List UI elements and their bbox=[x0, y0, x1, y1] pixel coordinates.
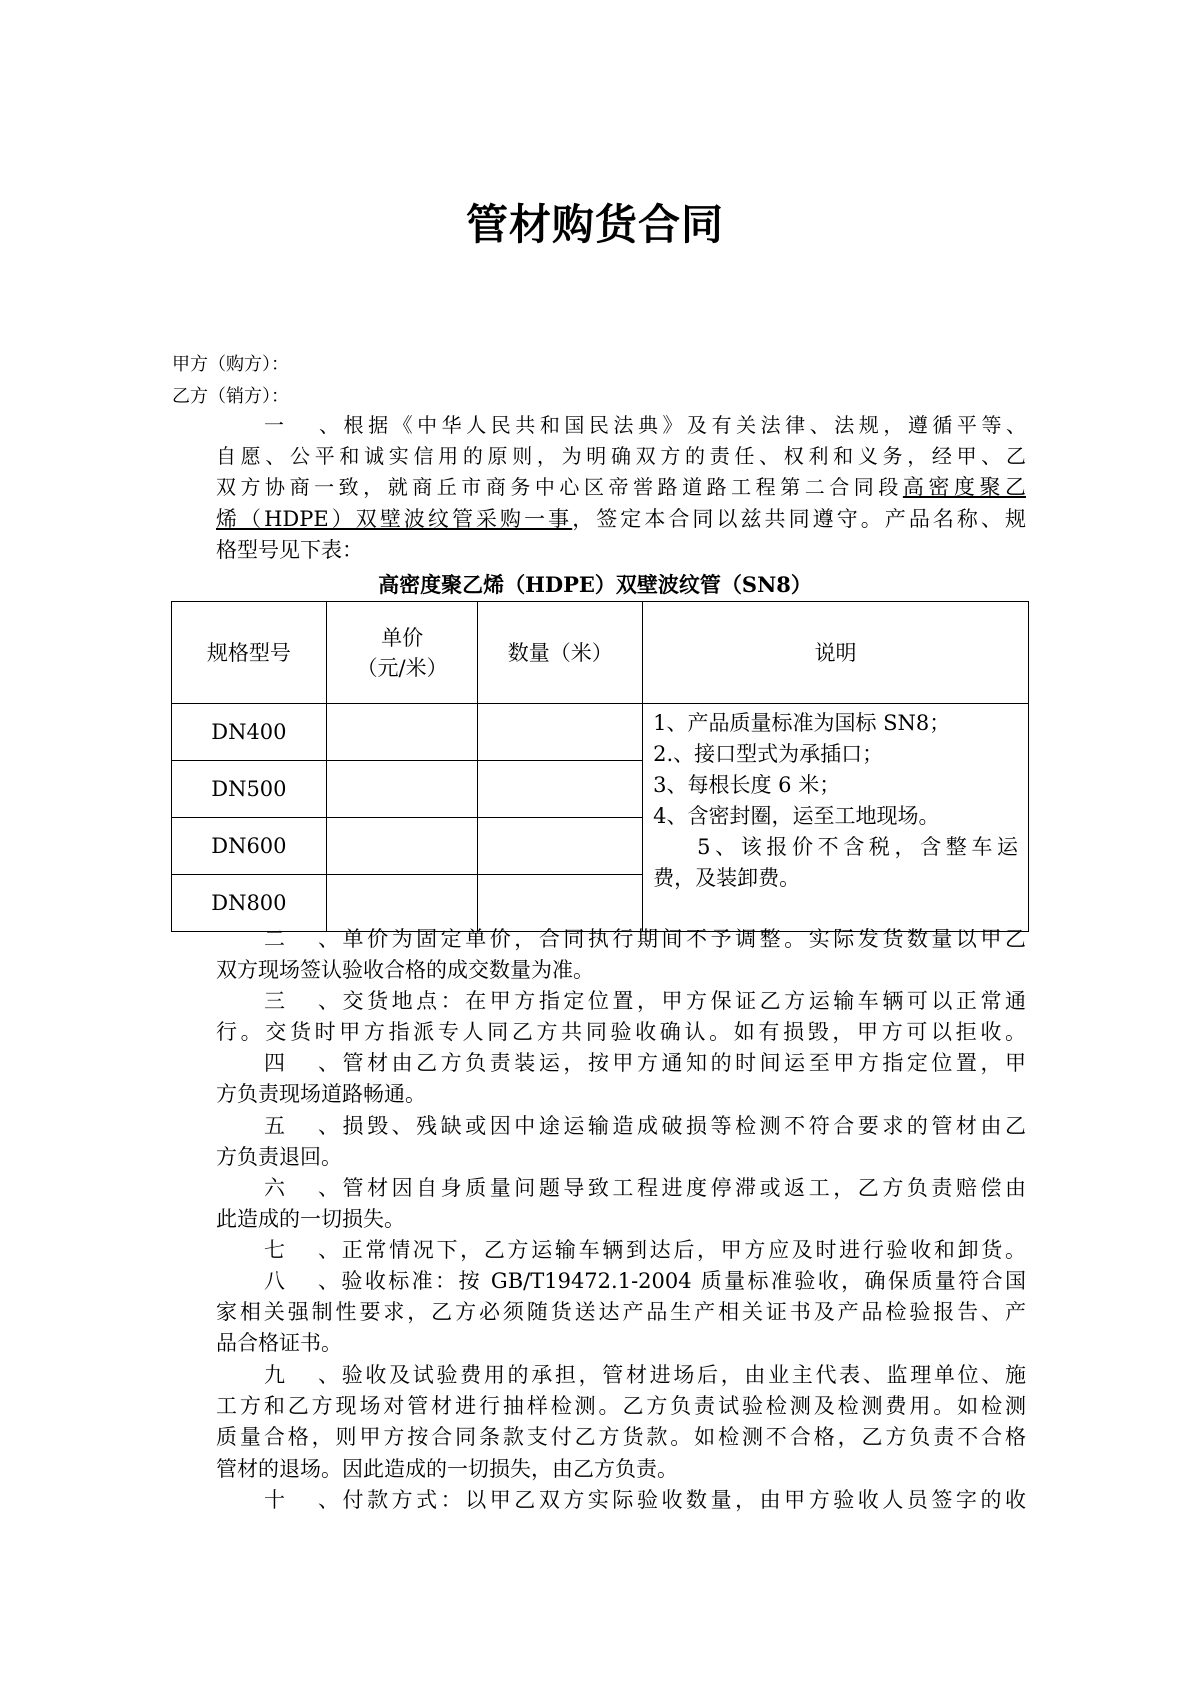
note-line: 费，及装卸费。 bbox=[653, 866, 801, 890]
clause-number: 九、 bbox=[264, 1363, 339, 1387]
clause-text: 双方协商一致，就商丘市商务中心区帝喾路道路工程第二合同段 bbox=[216, 475, 903, 500]
underlined-product-name: 高密度聚乙 bbox=[902, 475, 1026, 500]
clause-text: 质量合格，则甲方按合同条款支付乙方货款。如检测不合格，乙方负责不合格 bbox=[216, 1425, 1026, 1450]
header-quantity: 数量（米） bbox=[478, 602, 643, 704]
clause-2 bbox=[216, 924, 1026, 986]
clause-8 bbox=[216, 1266, 1026, 1360]
clause-number: 十、 bbox=[264, 1488, 339, 1512]
clause-text: 管材的退场。因此造成的一切损失，由乙方负责。 bbox=[216, 1456, 678, 1481]
table-header-row bbox=[172, 602, 1029, 704]
clause-text: 正常情况下，乙方运输车辆到达后，甲方应及时进行验收和卸货。 bbox=[339, 1238, 1026, 1262]
cell-price bbox=[326, 818, 478, 875]
clause-6 bbox=[216, 1173, 1026, 1235]
note-line: 3、每根长度 6 米； bbox=[653, 773, 841, 797]
underlined-product-name: 烯（HDPE）双壁波纹管采购一事 bbox=[216, 506, 573, 531]
clause-number: 八、 bbox=[264, 1269, 339, 1293]
clause-text: 根据《中华人民共和国民法典》及有关法律、法规，遵循平等、 bbox=[339, 413, 1026, 437]
clause-text: 交货地点：在甲方指定位置，甲方保证乙方运输车辆可以正常通 bbox=[339, 989, 1026, 1013]
clause-text: 单价为固定单价，合同执行期间不予调整。实际发货数量以甲乙 bbox=[339, 927, 1026, 951]
clause-text: 管材因自身质量问题导致工程进度停滞或返工，乙方负责赔偿由 bbox=[339, 1176, 1026, 1200]
clause-text: 方负责退回。 bbox=[216, 1145, 342, 1170]
party-a-label: 甲方（购方）： bbox=[172, 354, 289, 375]
cell-model: DN600 bbox=[172, 818, 327, 875]
clause-number: 二、 bbox=[264, 927, 339, 951]
header-notes: 说明 bbox=[643, 602, 1029, 704]
cell-quantity bbox=[478, 761, 643, 818]
header-model: 规格型号 bbox=[172, 602, 327, 704]
header-price: 单价 （元/米） bbox=[326, 602, 478, 704]
cell-model: DN800 bbox=[172, 875, 327, 932]
clause-text: 损毁、残缺或因中途运输造成破损等检测不符合要求的管材由乙 bbox=[339, 1114, 1026, 1138]
clause-text: 自愿、公平和诚实信用的原则，为明确双方的责任、权利和义务，经甲、乙 bbox=[216, 444, 1026, 469]
clause-text: 双方现场签认验收合格的成交数量为准。 bbox=[216, 958, 594, 983]
clause-1 bbox=[216, 410, 1026, 566]
clause-text: 行。交货时甲方指派专人同乙方共同验收确认。如有损毁，甲方可以拒收。 bbox=[216, 1020, 1026, 1045]
clause-text: 验收标准：按 GB/T19472.1-2004 质量标准验收，确保质量符合国 bbox=[339, 1269, 1026, 1293]
cell-notes bbox=[643, 704, 1029, 932]
clause-3 bbox=[216, 986, 1026, 1048]
clause-text: ，签定本合同以兹共同遵守。产品名称、规 bbox=[572, 506, 1027, 531]
cell-price bbox=[326, 761, 478, 818]
note-line: 4、含密封圈，运至工地现场。 bbox=[653, 804, 940, 828]
clause-text: 工方和乙方现场对管材进行抽样检测。乙方负责试验检测及检测费用。如检测 bbox=[216, 1394, 1026, 1419]
cell-quantity bbox=[478, 875, 643, 932]
table-row bbox=[172, 704, 1029, 761]
table-caption: 高密度聚乙烯（HDPE）双壁波纹管（SN8） bbox=[378, 572, 812, 597]
clause-9 bbox=[216, 1360, 1026, 1485]
cell-price bbox=[326, 875, 478, 932]
clause-number: 五、 bbox=[264, 1114, 339, 1138]
cell-quantity bbox=[478, 704, 643, 761]
cell-model: DN500 bbox=[172, 761, 327, 818]
clause-number: 三、 bbox=[264, 989, 339, 1013]
clause-4 bbox=[216, 1048, 1026, 1110]
clause-text: 验收及试验费用的承担，管材进场后，由业主代表、监理单位、施 bbox=[339, 1363, 1026, 1387]
note-line: 5、该报价不含税，含整车运 bbox=[697, 835, 1018, 859]
clause-text: 格型号见下表： bbox=[216, 537, 363, 562]
clause-5 bbox=[216, 1111, 1026, 1173]
clause-text: 管材由乙方负责装运，按甲方通知的时间运至甲方指定位置，甲 bbox=[339, 1051, 1026, 1075]
clause-number: 四、 bbox=[264, 1051, 339, 1075]
clause-number: 六、 bbox=[264, 1176, 339, 1200]
clause-text: 家相关强制性要求，乙方必须随货送达产品生产相关证书及产品检验报告、产 bbox=[216, 1300, 1026, 1325]
clause-number: 七、 bbox=[264, 1238, 339, 1262]
note-line: 2.、接口型式为承插口； bbox=[653, 742, 884, 766]
clause-text: 付款方式：以甲乙双方实际验收数量，由甲方验收人员签字的收 bbox=[339, 1488, 1026, 1512]
clause-7 bbox=[216, 1235, 1026, 1266]
cell-quantity bbox=[478, 818, 643, 875]
party-b-label: 乙方（销方）： bbox=[172, 386, 289, 407]
cell-price bbox=[326, 704, 478, 761]
clause-text: 此造成的一切损失。 bbox=[216, 1207, 405, 1232]
clause-number: 一、 bbox=[264, 413, 339, 437]
note-line: 1、产品质量标准为国标 SN8； bbox=[653, 711, 951, 735]
cell-model: DN400 bbox=[172, 704, 327, 761]
clause-text: 方负责现场道路畅通。 bbox=[216, 1082, 426, 1107]
spec-table bbox=[171, 601, 1029, 932]
document-title: 管材购货合同 bbox=[465, 200, 724, 249]
clause-10 bbox=[216, 1485, 1026, 1516]
clause-text: 品合格证书。 bbox=[216, 1331, 342, 1356]
